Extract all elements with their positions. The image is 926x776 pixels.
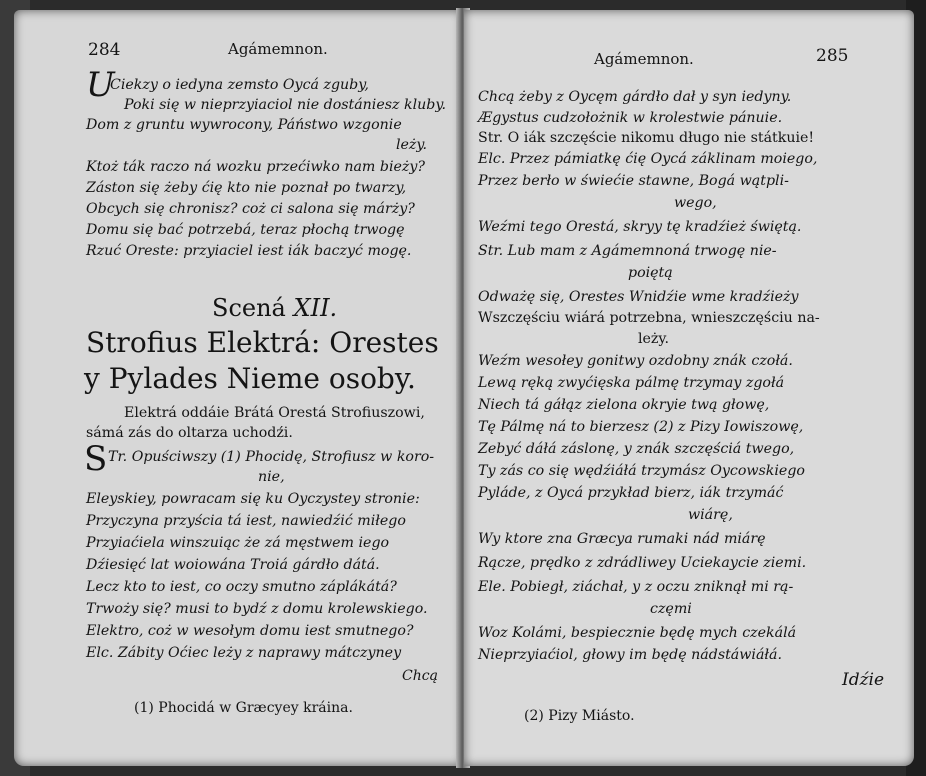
- verse-line: Ktoż ták raczo ná wozku przećiwko nam bieży?: [86, 159, 425, 175]
- verse-line: poiętą: [628, 265, 673, 281]
- verse-line: Zebyć dáłá záslonę, y znák szczęściá twego,: [478, 441, 795, 457]
- verse-line: Dom z gruntu wywrocony, Páństwo wzgonie: [86, 117, 402, 133]
- left-page: [14, 10, 462, 766]
- verse-line: Weźmi tego Orestá, skryy tę kradźież świętą.: [478, 219, 802, 235]
- verse-line: Pyláde, z Oycá przykład bierz, iák trzymáć: [478, 485, 784, 501]
- verse-line: Rzuć Oreste: przyiaciel iest iák baczyć mogę.: [86, 243, 412, 259]
- verse-line: Poki się w nieprzyiaciol nie dostániesz kluby.: [124, 97, 447, 113]
- verse-line: Tę Pálmę ná to bierzesz (2) z Pizy Iowiszowę,: [478, 419, 804, 435]
- verse-line: Lewą ręką zwyćięska pálmę trzymay zgołá: [478, 375, 785, 391]
- verse-line: Elc. Przez pámiatkę ćię Oycá záklinam moiego,: [478, 151, 818, 167]
- verse-line: Ty zás co się wędźiáłá trzymász Oycowskiego: [478, 463, 805, 479]
- footnote: (1) Phocidá w Græcyey kráina.: [134, 700, 353, 716]
- speaker-capital: S: [84, 439, 108, 479]
- page-number: 284: [88, 40, 121, 60]
- verse-line: Niech tá gáłąz zielona okryie twą głowę,: [478, 397, 770, 413]
- verse-line: Trwoży się? musi to bydź z domu krolewskiego.: [86, 601, 428, 617]
- verse-line: Obcych się chronisz? coż ci salona się márży?: [86, 201, 415, 217]
- verse-line: wego,: [674, 195, 717, 211]
- verse-line: leży.: [638, 331, 670, 347]
- verse-line: Lecz kto to iest, co oczy smutno záplákátá?: [86, 579, 397, 595]
- right-page: [464, 10, 914, 766]
- verse-line: Ægystus cudzołożnik w krolestwie pánuie.: [478, 110, 783, 126]
- verse-line: Záston się żeby ćię kto nie poznał po twarzy,: [86, 180, 407, 196]
- verse-line: Elc. Zábity Oćiec leży z naprawy mátczyney: [86, 645, 402, 661]
- verse-line: Chcą żeby z Oycęm gárdło dał y syn iedyny.: [478, 89, 792, 105]
- verse-line: wiárę,: [688, 507, 733, 523]
- verse-line: Tr. Opuściwszy (1) Phocidę, Strofiusz w koro-: [108, 449, 435, 465]
- verse-line: Weźm wesołey gonitwy ozdobny znák czołá.: [478, 353, 793, 369]
- verse-line: nie,: [258, 469, 285, 485]
- verse-line: Przyiaćiela winszuiąc że zá męstwem iego: [86, 535, 390, 551]
- dramatis-personae-line2: y Pylades Nieme osoby.: [84, 362, 416, 395]
- verse-line: Eleyskiey, powracam się ku Oyczystey stronie:: [86, 491, 420, 507]
- verse-line: Wszczęściu wiárá potrzebna, wnieszczęściu na-: [478, 310, 820, 326]
- stage-direction: sámá zás do oltarza uchodźi.: [86, 425, 293, 441]
- verse-line: Odważę się, Orestes Wnidźie wme kradźieży: [478, 289, 799, 305]
- verse-line: częmi: [650, 601, 692, 617]
- running-head: Agámemnon.: [228, 40, 328, 58]
- scene-heading: [212, 294, 337, 322]
- opening-capital: U: [86, 65, 115, 105]
- scene-number: XII.: [293, 294, 338, 322]
- verse-line: Ele. Pobiegł, ziáchał, y z oczu zniknął mi rą-: [478, 579, 794, 595]
- page-number: 285: [816, 46, 849, 66]
- stage-direction: Elektrá oddáie Brátá Orestá Strofiuszowi,: [124, 405, 425, 421]
- verse-line: Przez berło w świećie stawne, Bogá wątpli-: [478, 173, 789, 189]
- verse-line: Nieprzyiaćiol, głowy im będę nádstáwiáłá.: [478, 647, 782, 663]
- verse-line: Woz Kolámi, bespiecznie będę mych czekálá: [478, 625, 797, 641]
- running-head: Agámemnon.: [594, 50, 694, 68]
- scene-label: Scená: [212, 294, 286, 322]
- verse-line: Ciekzy o iedyna zemsto Oycá zguby,: [110, 77, 369, 93]
- verse-line: Domu się bać potrzebá, teraz płochą trwogę: [86, 222, 405, 238]
- catchword: Chcą: [402, 668, 438, 684]
- verse-line: Dźiesięć lat woiowána Troiá gárdło dátá.: [86, 557, 380, 573]
- verse-line: Wy ktore zna Græcya rumaki nád miárę: [478, 531, 766, 547]
- verse-line: leży.: [396, 137, 428, 153]
- verse-line: Rącze, prędko z zdrádliwey Uciekaycie ziemi.: [478, 555, 807, 571]
- verse-line: Str. Lub mam z Agámemnoná trwogę nie-: [478, 243, 777, 259]
- verse-line: Przyczyna przyścia tá iest, nawiedźić miłego: [86, 513, 406, 529]
- dramatis-personae-line1: Strofius Elektrá: Orestes: [86, 326, 439, 359]
- verse-line: Elektro, coż w wesołym domu iest smutnego?: [86, 623, 414, 639]
- catchword: Idźie: [842, 670, 885, 690]
- footnote: (2) Pizy Miásto.: [524, 708, 635, 724]
- verse-line: Str. O iák szczęście nikomu długo nie státkuie!: [478, 130, 815, 146]
